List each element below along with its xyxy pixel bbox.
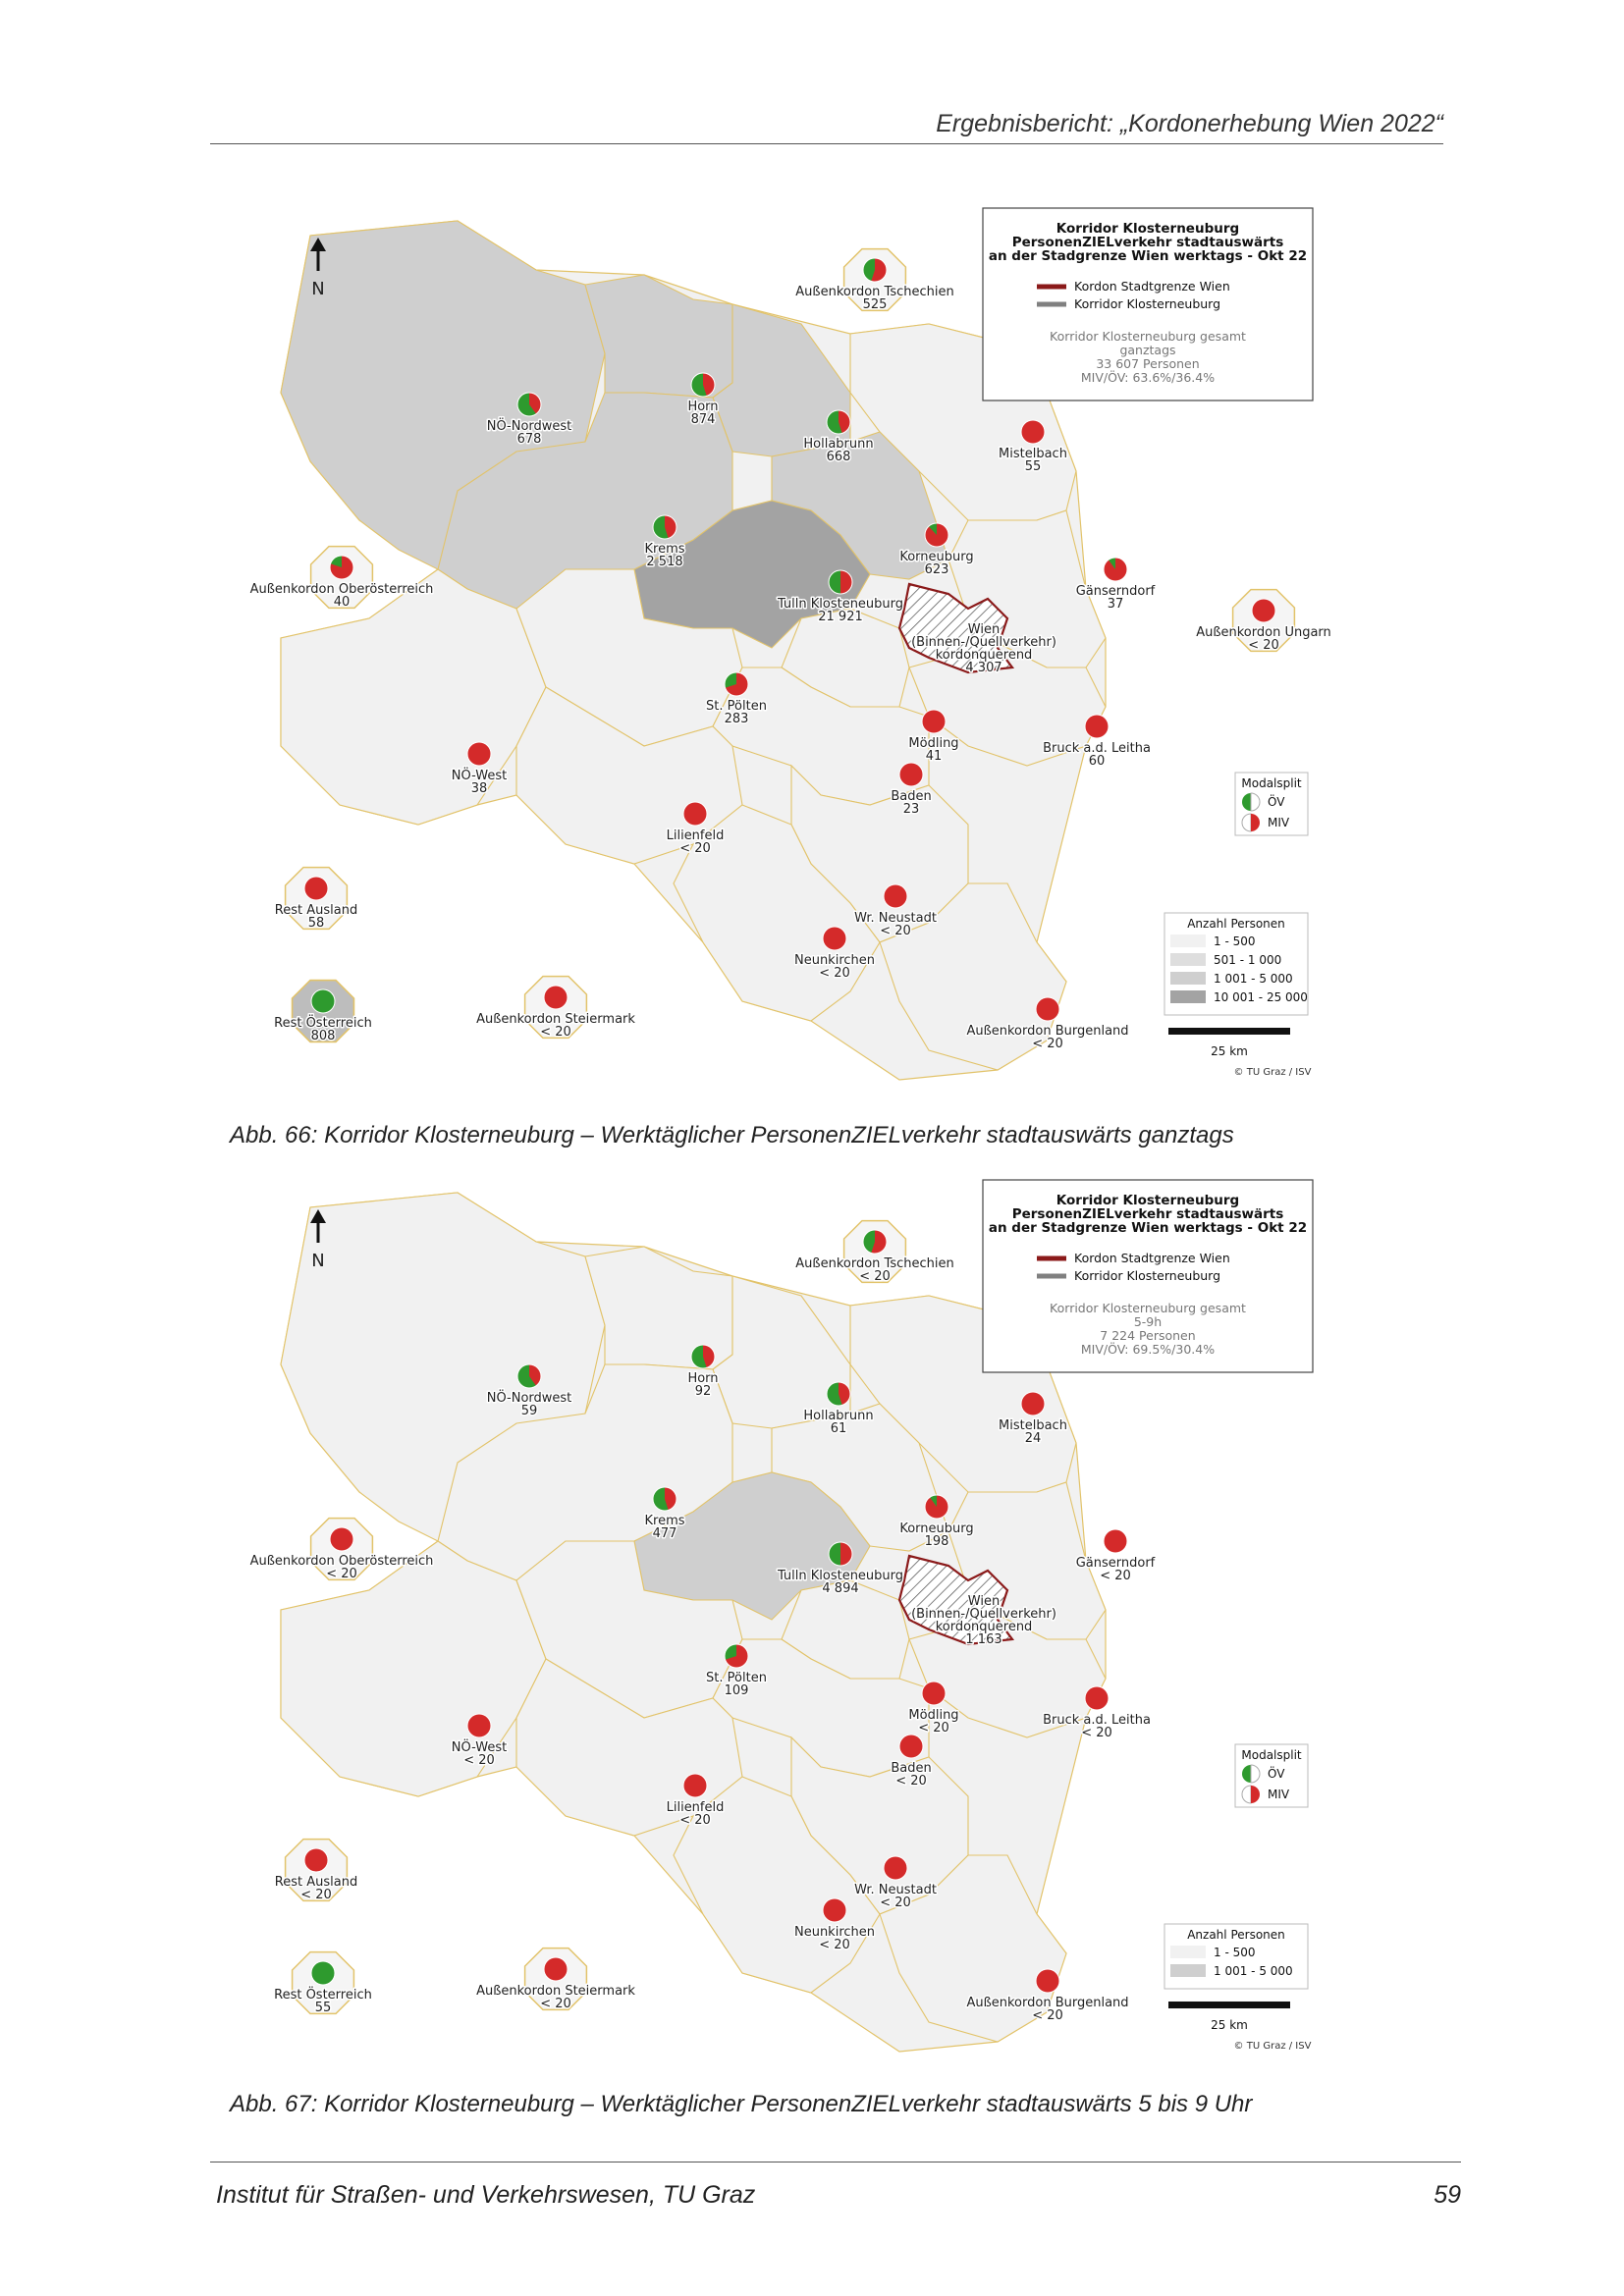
footer-divider — [210, 2162, 1461, 2163]
gaenserndorf-value: 37 — [1107, 597, 1124, 612]
map-legend-box — [983, 1180, 1313, 1372]
bruck-a-d-leitha-label: Bruck a.d. Leitha — [1043, 741, 1151, 756]
lilienfeld-value: < 20 — [679, 1813, 711, 1828]
krems-pie-marker — [653, 515, 677, 539]
noe-west-label: NÖ-West — [451, 1740, 508, 1755]
copyright-note: © TU Graz / ISV — [1233, 1067, 1312, 1078]
legend-cordon-label: Kordon Stadtgrenze Wien — [1074, 279, 1230, 294]
persons-class-legend — [1164, 913, 1308, 1015]
wr-neustadt-pie-marker — [884, 884, 907, 908]
legend-title-line: PersonenZIELverkehr stadtauswärts — [1011, 235, 1284, 250]
lilienfeld-label: Lilienfeld — [666, 828, 725, 843]
rest-oesterreich-pie-marker — [311, 989, 335, 1013]
aussenkordon-oberoesterreich-pie-marker — [330, 1527, 353, 1551]
noe-nordwest-pie-marker — [517, 393, 541, 416]
wien-binnen-quellverkehr-kordonquerend-label: (Binnen-/Quellverkehr) — [911, 1607, 1056, 1622]
moedling-label: Mödling — [908, 1708, 959, 1723]
baden-label: Baden — [891, 789, 932, 804]
aussenkordon-oberoesterreich-pie-marker — [330, 556, 353, 579]
rest-ausland-label: Rest Ausland — [274, 1875, 358, 1890]
krems-value: 2 518 — [646, 555, 683, 569]
aussenkordon-oberoesterreich-value: < 20 — [326, 1567, 357, 1581]
st-poelten-label: St. Pölten — [706, 699, 767, 714]
persons-class-legend — [1164, 1924, 1308, 1989]
rest-ausland-pie-marker — [304, 1848, 328, 1872]
wien-binnen-quellverkehr-kordonquerend-value: 4 307 — [965, 661, 1002, 675]
neunkirchen-value: < 20 — [819, 966, 850, 981]
neunkirchen-value: < 20 — [819, 1938, 850, 1952]
map-figure-66 — [222, 196, 1337, 1088]
noe-nordwest-label: NÖ-Nordwest — [486, 419, 572, 434]
horn-value: 874 — [690, 412, 716, 427]
class-legend-title: Anzahl Personen — [1187, 917, 1285, 931]
north-label: N — [311, 279, 325, 299]
district-hollabrunn — [713, 1276, 850, 1428]
korneuburg-label: Korneuburg — [899, 550, 974, 564]
scale-label: 25 km — [1211, 2018, 1248, 2032]
moedling-pie-marker — [922, 1682, 946, 1705]
header-divider — [210, 143, 1443, 144]
legend-title-line: an der Stadgrenze Wien werktags - Okt 22 — [988, 248, 1308, 264]
horn-pie-marker — [691, 1345, 715, 1368]
st-poelten-value: 283 — [724, 712, 749, 726]
noe-west-pie-marker — [467, 1714, 491, 1737]
wien-binnen-quellverkehr-kordonquerend-label: kordonquerend — [935, 648, 1033, 663]
legend-summary-line: MIV/ÖV: 69.5%/30.4% — [1080, 1342, 1216, 1357]
lilienfeld-value: < 20 — [679, 841, 711, 856]
rest-oesterreich-value: 55 — [314, 2001, 332, 2015]
horn-label: Horn — [687, 400, 719, 414]
baden-value: < 20 — [895, 1774, 927, 1789]
modalsplit-title: Modalsplit — [1241, 1748, 1302, 1762]
aussenkordon-tschechien-pie-marker — [863, 1230, 887, 1254]
st-poelten-pie-marker — [725, 1644, 748, 1668]
korneuburg-label: Korneuburg — [899, 1522, 974, 1536]
neunkirchen-label: Neunkirchen — [793, 953, 876, 968]
aussenkordon-burgenland-pie-marker — [1036, 1969, 1059, 1993]
figure-caption-66: Abb. 66: Korridor Klosterneuburg – Werktäglicher PersonenZIELverkehr stadtauswärts ganztags — [230, 1122, 1234, 1148]
aussenkordon-steiermark-label: Außenkordon Steiermark — [476, 1984, 635, 1999]
krems-label: Krems — [644, 542, 685, 557]
wien-binnen-quellverkehr-kordonquerend-label: Wien — [967, 622, 1001, 637]
lilienfeld-pie-marker — [683, 802, 707, 826]
map-figure-67 — [222, 1168, 1337, 2059]
figure-caption-67: Abb. 67: Korridor Klosterneuburg – Werktäglicher PersonenZIELverkehr stadtauswärts 5 bis 9 Uhr — [230, 2091, 1253, 2117]
aussenkordon-steiermark-label: Außenkordon Steiermark — [476, 1012, 635, 1027]
aussenkordon-ungarn-label: Außenkordon Ungarn — [1196, 625, 1331, 640]
lilienfeld-label: Lilienfeld — [666, 1800, 725, 1815]
aussenkordon-steiermark-value: < 20 — [540, 1997, 571, 2011]
map-canvas — [222, 196, 1337, 1088]
noe-nordwest-label: NÖ-Nordwest — [486, 1391, 572, 1406]
aussenkordon-oberoesterreich-label: Außenkordon Oberösterreich — [249, 1554, 434, 1569]
class-legend-item: 1 - 500 — [1214, 1946, 1256, 1959]
rest-ausland-value: < 20 — [300, 1888, 332, 1902]
aussenkordon-burgenland-label: Außenkordon Burgenland — [966, 1996, 1129, 2010]
hollabrunn-pie-marker — [827, 410, 850, 434]
tulln-klosteneuburg-pie-marker — [829, 570, 852, 594]
class-legend-item: 1 001 - 5 000 — [1214, 972, 1293, 986]
krems-value: 477 — [652, 1526, 677, 1541]
neunkirchen-label: Neunkirchen — [793, 1925, 876, 1940]
map-canvas — [222, 1168, 1337, 2059]
noe-west-value: 38 — [470, 781, 488, 796]
modalsplit-oev-label: ÖV — [1268, 795, 1285, 809]
scale-bar — [1168, 2002, 1290, 2032]
legend-summary-line: Korridor Klosterneuburg gesamt — [1050, 1301, 1246, 1315]
rest-ausland-label: Rest Ausland — [274, 903, 358, 918]
tulln-klosteneuburg-value: 4 894 — [822, 1581, 859, 1596]
mistelbach-value: 24 — [1024, 1431, 1042, 1446]
tulln-klosteneuburg-label: Tulln Klosteneuburg — [777, 597, 904, 612]
aussenkordon-oberoesterreich-label: Außenkordon Oberösterreich — [249, 582, 434, 597]
bruck-a-d-leitha-pie-marker — [1085, 1686, 1109, 1710]
copyright-note: © TU Graz / ISV — [1233, 2041, 1312, 2052]
hollabrunn-value: 668 — [826, 450, 851, 464]
gaenserndorf-label: Gänserndorf — [1075, 1556, 1156, 1571]
legend-summary-line: MIV/ÖV: 63.6%/36.4% — [1080, 370, 1216, 385]
lilienfeld-pie-marker — [683, 1774, 707, 1797]
aussenkordon-burgenland-value: < 20 — [1032, 1037, 1063, 1051]
aussenkordon-tschechien-label: Außenkordon Tschechien — [795, 285, 954, 299]
class-legend-item: 1 - 500 — [1214, 934, 1256, 948]
baden-pie-marker — [899, 1735, 923, 1758]
tulln-klosteneuburg-value: 21 921 — [818, 610, 863, 624]
page-number: 59 — [1434, 2181, 1461, 2209]
footer-institute: Institut für Straßen- und Verkehrswesen, TU Graz — [216, 2181, 756, 2209]
moedling-value: < 20 — [918, 1721, 949, 1735]
map-legend-box — [983, 208, 1313, 400]
aussenkordon-steiermark-pie-marker — [544, 986, 568, 1009]
horn-label: Horn — [687, 1371, 719, 1386]
krems-label: Krems — [644, 1514, 685, 1528]
aussenkordon-burgenland-value: < 20 — [1032, 2008, 1063, 2023]
noe-nordwest-pie-marker — [517, 1364, 541, 1388]
aussenkordon-oberoesterreich-value: 40 — [333, 595, 351, 610]
modalsplit-title: Modalsplit — [1241, 776, 1302, 790]
scale-bar — [1168, 1028, 1290, 1058]
baden-pie-marker — [899, 763, 923, 786]
tulln-klosteneuburg-label: Tulln Klosteneuburg — [777, 1569, 904, 1583]
rest-oesterreich-pie-marker — [311, 1961, 335, 1985]
gaenserndorf-value: < 20 — [1100, 1569, 1131, 1583]
class-legend-item: 501 - 1 000 — [1214, 953, 1282, 967]
moedling-value: 41 — [925, 749, 943, 764]
wien-binnen-quellverkehr-kordonquerend-label: Wien — [967, 1594, 1001, 1609]
legend-corridor-label: Korridor Klosterneuburg — [1074, 296, 1221, 311]
gaenserndorf-label: Gänserndorf — [1075, 584, 1156, 599]
aussenkordon-ungarn-value: < 20 — [1248, 638, 1279, 653]
aussenkordon-tschechien-value: < 20 — [859, 1269, 891, 1284]
moedling-pie-marker — [922, 710, 946, 733]
wr-neustadt-label: Wr. Neustadt — [854, 1883, 937, 1897]
mistelbach-label: Mistelbach — [999, 447, 1067, 461]
aussenkordon-tschechien-label: Außenkordon Tschechien — [795, 1256, 954, 1271]
mistelbach-pie-marker — [1021, 420, 1045, 444]
rest-oesterreich-label: Rest Österreich — [274, 1016, 372, 1031]
rest-ausland-pie-marker — [304, 877, 328, 900]
rest-oesterreich-label: Rest Österreich — [274, 1988, 372, 2002]
noe-nordwest-value: 59 — [520, 1404, 538, 1418]
neunkirchen-pie-marker — [823, 1898, 846, 1922]
wien-binnen-quellverkehr-kordonquerend-label: (Binnen-/Quellverkehr) — [911, 635, 1056, 650]
gaenserndorf-pie-marker — [1104, 558, 1127, 581]
gaenserndorf-pie-marker — [1104, 1529, 1127, 1553]
aussenkordon-tschechien-pie-marker — [863, 258, 887, 282]
mistelbach-value: 55 — [1024, 459, 1042, 474]
legend-title-line: Korridor Klosterneuburg — [1056, 1193, 1240, 1208]
noe-west-value: < 20 — [463, 1753, 495, 1768]
korneuburg-pie-marker — [925, 523, 948, 547]
wien-binnen-quellverkehr-kordonquerend-label: kordonquerend — [935, 1620, 1033, 1634]
legend-title-line: Korridor Klosterneuburg — [1056, 221, 1240, 237]
scale-label: 25 km — [1211, 1044, 1248, 1058]
rest-oesterreich-value: 808 — [310, 1029, 336, 1043]
wr-neustadt-label: Wr. Neustadt — [854, 911, 937, 926]
aussenkordon-burgenland-pie-marker — [1036, 997, 1059, 1021]
legend-summary-line: Korridor Klosterneuburg gesamt — [1050, 329, 1246, 344]
noe-nordwest-value: 678 — [516, 432, 542, 447]
bruck-a-d-leitha-label: Bruck a.d. Leitha — [1043, 1713, 1151, 1728]
mistelbach-label: Mistelbach — [999, 1418, 1067, 1433]
modalsplit-legend — [1235, 1744, 1308, 1807]
class-legend-title: Anzahl Personen — [1187, 1928, 1285, 1942]
aussenkordon-steiermark-value: < 20 — [540, 1025, 571, 1040]
modalsplit-miv-label: MIV — [1268, 816, 1290, 829]
hollabrunn-label: Hollabrunn — [803, 1409, 874, 1423]
mistelbach-pie-marker — [1021, 1392, 1045, 1415]
bruck-a-d-leitha-value: < 20 — [1081, 1726, 1112, 1740]
legend-summary-line: 5-9h — [1133, 1314, 1163, 1329]
horn-value: 92 — [694, 1384, 712, 1399]
noe-west-label: NÖ-West — [451, 769, 508, 783]
legend-cordon-label: Kordon Stadtgrenze Wien — [1074, 1251, 1230, 1265]
aussenkordon-steiermark-pie-marker — [544, 1957, 568, 1981]
legend-summary-line: 7 224 Personen — [1100, 1328, 1196, 1343]
baden-value: 23 — [902, 802, 920, 817]
modalsplit-oev-label: ÖV — [1268, 1767, 1285, 1781]
st-poelten-pie-marker — [725, 672, 748, 696]
aussenkordon-tschechien-value: 525 — [862, 297, 888, 312]
horn-pie-marker — [691, 373, 715, 397]
korneuburg-value: 198 — [924, 1534, 949, 1549]
krems-pie-marker — [653, 1487, 677, 1511]
st-poelten-label: St. Pölten — [706, 1671, 767, 1685]
wr-neustadt-pie-marker — [884, 1856, 907, 1880]
st-poelten-value: 109 — [724, 1683, 749, 1698]
korneuburg-pie-marker — [925, 1495, 948, 1519]
bruck-a-d-leitha-pie-marker — [1085, 715, 1109, 738]
bruck-a-d-leitha-value: 60 — [1088, 754, 1106, 769]
legend-title-line: an der Stadgrenze Wien werktags - Okt 22 — [988, 1220, 1308, 1236]
wr-neustadt-value: < 20 — [880, 924, 911, 938]
legend-summary-line: 33 607 Personen — [1096, 356, 1200, 371]
baden-label: Baden — [891, 1761, 932, 1776]
modalsplit-legend — [1235, 773, 1308, 835]
north-label: N — [311, 1251, 325, 1271]
legend-title-line: PersonenZIELverkehr stadtauswärts — [1011, 1206, 1284, 1222]
wr-neustadt-value: < 20 — [880, 1896, 911, 1910]
noe-west-pie-marker — [467, 742, 491, 766]
korneuburg-value: 623 — [924, 562, 949, 577]
wien-binnen-quellverkehr-kordonquerend-value: 1 163 — [965, 1632, 1002, 1647]
hollabrunn-pie-marker — [827, 1382, 850, 1406]
rest-ausland-value: 58 — [307, 916, 325, 931]
tulln-klosteneuburg-pie-marker — [829, 1542, 852, 1566]
class-legend-item: 10 001 - 25 000 — [1214, 990, 1308, 1004]
class-legend-item: 1 001 - 5 000 — [1214, 1964, 1293, 1978]
legend-summary-line: ganztags — [1119, 343, 1176, 357]
moedling-label: Mödling — [908, 736, 959, 751]
hollabrunn-value: 61 — [830, 1421, 847, 1436]
page-header-title: Ergebnisbericht: „Kordonerhebung Wien 2022“ — [936, 110, 1443, 137]
district-hollabrunn — [713, 304, 850, 456]
hollabrunn-label: Hollabrunn — [803, 437, 874, 452]
aussenkordon-burgenland-label: Außenkordon Burgenland — [966, 1024, 1129, 1039]
aussenkordon-ungarn-pie-marker — [1252, 599, 1275, 622]
legend-corridor-label: Korridor Klosterneuburg — [1074, 1268, 1221, 1283]
neunkirchen-pie-marker — [823, 927, 846, 950]
modalsplit-miv-label: MIV — [1268, 1788, 1290, 1801]
